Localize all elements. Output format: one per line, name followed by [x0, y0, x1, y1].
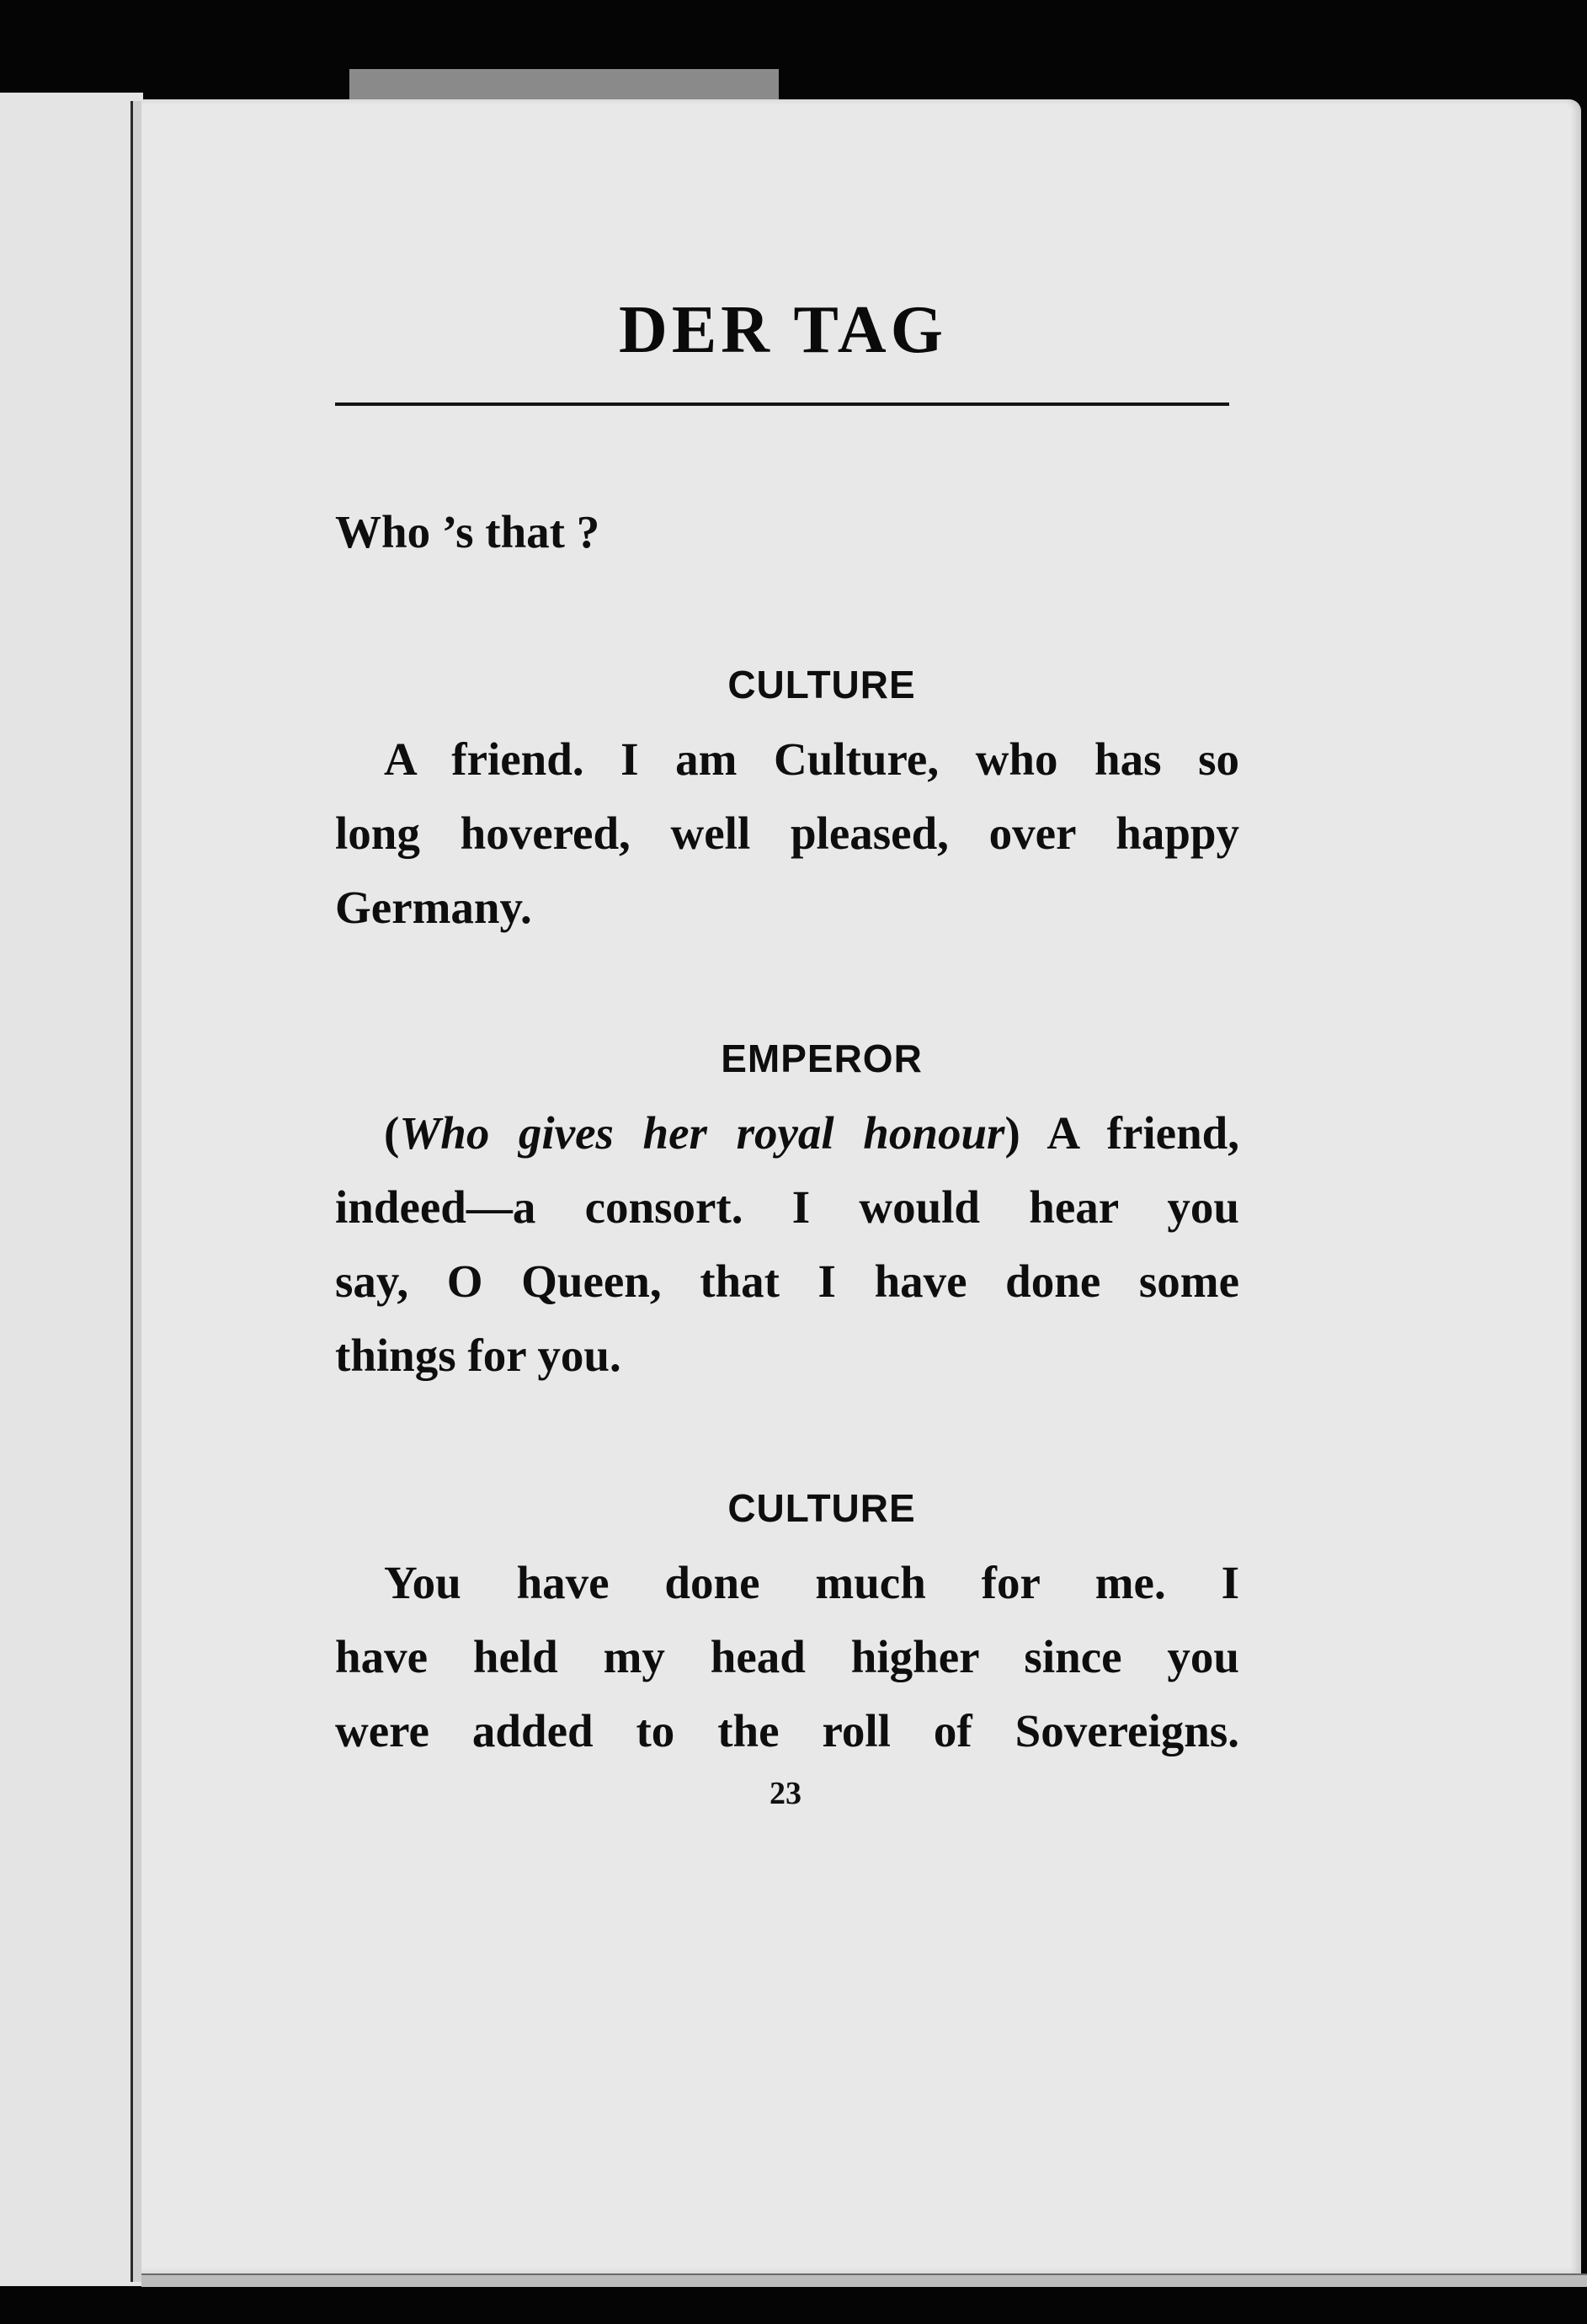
- speech-line: long hovered, well pleased, over happy: [335, 808, 1239, 859]
- speech-line-with-stage-direction: [335, 1096, 1239, 1170]
- running-head-rule: [335, 402, 1229, 406]
- running-head: DER TAG: [619, 293, 947, 367]
- stage-direction-close-paren: ): [1004, 1107, 1020, 1159]
- page-bottom-edge: [141, 2273, 1587, 2287]
- stage-direction-open-paren: (: [384, 1107, 400, 1159]
- speech-text: A friend,: [1020, 1107, 1240, 1159]
- page-text: [335, 495, 1239, 1768]
- speaker-culture: CULTURE: [727, 1486, 916, 1530]
- speech-line: You have done much for me. I: [384, 1557, 1239, 1608]
- speaker-emperor: EMPEROR: [721, 1037, 923, 1080]
- opening-line: Who ’s that ?: [335, 506, 600, 557]
- speech-line: A friend. I am Culture, who has so: [384, 733, 1239, 785]
- page-number: 23: [770, 1776, 801, 1811]
- speech-line: things for you.: [335, 1330, 621, 1381]
- speaker-culture: CULTURE: [727, 663, 916, 706]
- page-gutter-edge: [130, 101, 141, 2282]
- facing-page: [0, 93, 143, 2286]
- speech-line: Germany.: [335, 882, 532, 933]
- speech-line: indeed—a consort. I would hear you: [335, 1181, 1239, 1233]
- speech-line: were added to the roll of Sovereigns.: [335, 1705, 1239, 1756]
- stage-direction: Who gives her royal honour: [399, 1107, 1005, 1159]
- scan-artifact-strip: [349, 69, 779, 103]
- speech-line: say, O Queen, that I have done some: [335, 1255, 1239, 1307]
- speech-line: have held my head higher since you: [335, 1631, 1239, 1682]
